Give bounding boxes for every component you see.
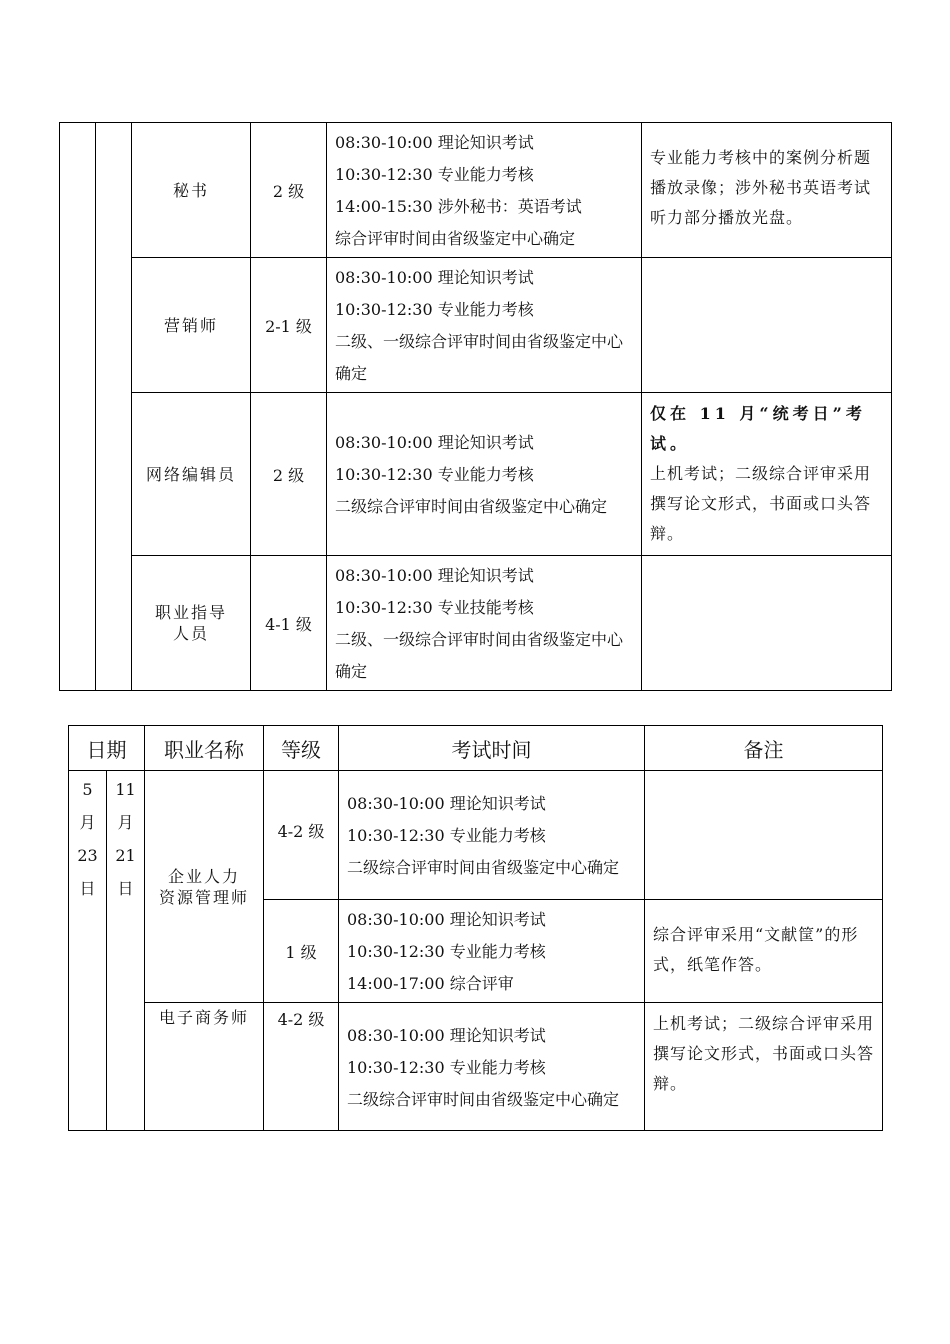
remarks (645, 771, 883, 900)
time-line: 08:30-10:00 理论知识考试 (335, 268, 534, 287)
table-row (69, 771, 883, 900)
time-line: 08:30-10:00 理论知识考试 (347, 910, 546, 929)
exam-times (339, 771, 645, 900)
time-line: 二级综合评审时间由省级鉴定中心确定 (335, 497, 608, 516)
date-part: 5 (82, 780, 93, 799)
time-line: 二级综合评审时间由省级鉴定中心确定 (347, 1089, 620, 1109)
exam-times (327, 258, 642, 393)
remarks (642, 393, 892, 556)
exam-times (327, 556, 642, 691)
occupation-name: 营销师 (132, 258, 251, 393)
header-row (69, 726, 883, 771)
exam-times (339, 900, 645, 1003)
level: 2 级 (251, 393, 327, 556)
time-line: 10:30-12:30 专业能力考核 (347, 942, 546, 961)
occupation-name: 秘书 (132, 123, 251, 258)
remarks: 专业能力考核中的案例分析题播放录像；涉外秘书英语考试听力部分播放光盘。 (642, 123, 892, 258)
header-date: 日期 (69, 726, 145, 771)
time-line: 08:30-10:00 理论知识考试 (335, 133, 534, 152)
time-line: 二级、一级综合评审时间由省级鉴定中心确定 (335, 630, 624, 681)
header-occupation: 职业名称 (145, 726, 264, 771)
time-line: 10:30-12:30 专业能力考核 (335, 300, 534, 319)
time-line: 08:30-10:00 理论知识考试 (347, 794, 546, 813)
remarks-text: 上机考试；二级综合评审采用撰写论文形式，书面或口头答辩。 (650, 464, 872, 543)
occupation-name: 网络编辑员 (132, 393, 251, 556)
date-cell-empty (60, 123, 96, 691)
table-row (60, 556, 892, 691)
time-line: 08:30-10:00 理论知识考试 (347, 1025, 546, 1045)
occupation-name-line: 人员 (172, 624, 209, 643)
level: 4-1 级 (251, 556, 327, 691)
level: 2-1 级 (251, 258, 327, 393)
remarks (642, 556, 892, 691)
level: 2 级 (251, 123, 327, 258)
date-part: 月 (117, 813, 134, 832)
time-line: 10:30-12:30 专业能力考核 (347, 1057, 546, 1077)
occupation-name-line: 资源管理师 (158, 887, 249, 907)
time-line: 10:30-12:30 专业技能考核 (335, 598, 534, 617)
time-line: 08:30-10:00 理论知识考试 (335, 433, 534, 452)
schedule-table-continued (59, 122, 892, 691)
time-line: 10:30-12:30 专业能力考核 (335, 465, 534, 484)
time-line: 10:30-12:30 专业能力考核 (335, 165, 534, 184)
exam-times (327, 393, 642, 556)
remarks (642, 258, 892, 393)
level: 4-2 级 (264, 771, 339, 900)
time-line: 08:30-10:00 理论知识考试 (335, 566, 534, 585)
time-line: 二级综合评审时间由省级鉴定中心确定 (347, 858, 620, 877)
time-line: 10:30-12:30 专业能力考核 (347, 826, 546, 845)
time-line: 二级、一级综合评审时间由省级鉴定中心确定 (335, 332, 624, 383)
time-line: 14:00-15:30 涉外秘书：英语考试 (335, 197, 582, 216)
table-row (69, 1003, 883, 1131)
occupation-name-line: 企业人力 (167, 866, 240, 886)
occupation-name-line: 职业指导 (154, 603, 227, 622)
date-part: 23 (77, 846, 98, 865)
header-remarks: 备注 (645, 726, 883, 771)
date-part: 日 (117, 879, 134, 898)
level: 1 级 (264, 900, 339, 1003)
date-part: 11 (115, 780, 136, 799)
date-part: 月 (79, 813, 96, 832)
exam-times (339, 1003, 645, 1131)
table-row (60, 258, 892, 393)
occupation-name: 电子商务师 (145, 1003, 264, 1131)
exam-times (327, 123, 642, 258)
time-line: 14:00-17:00 综合评审 (347, 974, 514, 993)
date-cell-empty (96, 123, 132, 691)
remarks-emphasis: 仅在 11 月“统考日”考试。 (650, 404, 866, 453)
table-row (60, 393, 892, 556)
remarks: 上机考试；二级综合评审采用撰写论文形式，书面或口头答辩。 (645, 1003, 883, 1131)
schedule-table (68, 725, 883, 1131)
time-line: 综合评审时间由省级鉴定中心确定 (335, 229, 576, 248)
occupation-name (132, 556, 251, 691)
date-november (107, 771, 145, 1131)
remarks: 综合评审采用“文献筐”的形式，纸笔作答。 (645, 900, 883, 1003)
header-exam-time: 考试时间 (339, 726, 645, 771)
table-row (60, 123, 892, 258)
level: 4-2 级 (264, 1003, 339, 1131)
date-part: 日 (79, 879, 96, 898)
occupation-name (145, 771, 264, 1003)
date-part: 21 (115, 846, 136, 865)
header-level: 等级 (264, 726, 339, 771)
date-may (69, 771, 107, 1131)
